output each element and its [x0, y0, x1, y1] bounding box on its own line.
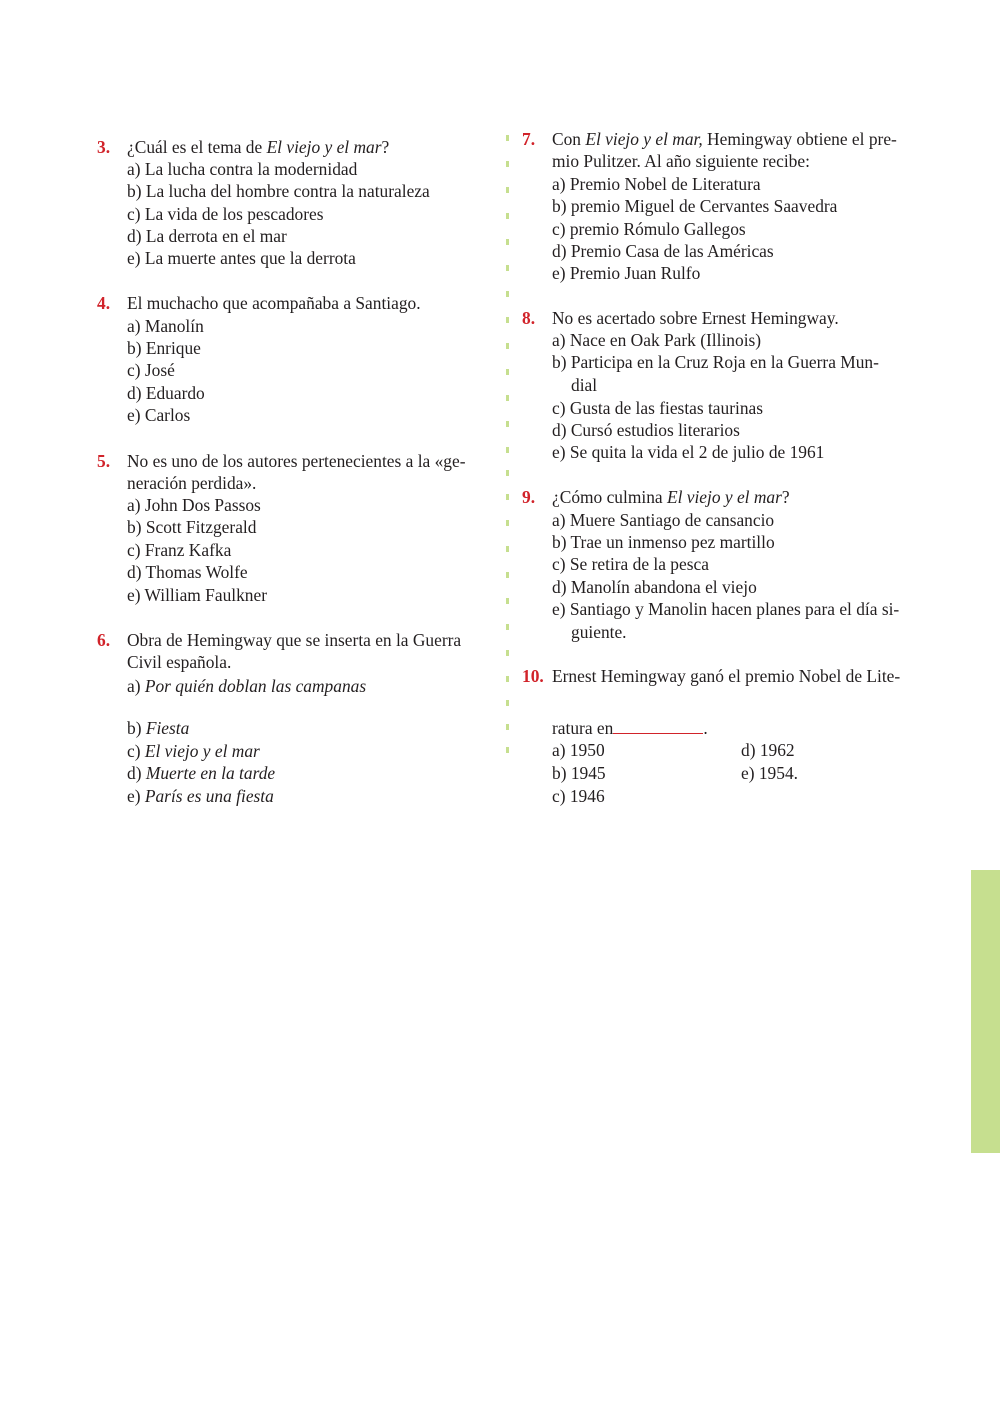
option-e[interactable]: e) Premio Juan Rulfo	[552, 263, 701, 283]
divider-dot	[506, 747, 509, 753]
divider-dot	[506, 213, 509, 219]
divider-dot	[506, 161, 509, 167]
option-c[interactable]: c) José	[127, 360, 175, 380]
divider-dot	[506, 650, 509, 656]
option-b[interactable]: b) Scott Fitzgerald	[127, 517, 257, 537]
divider-dot	[506, 598, 509, 604]
option-c[interactable]: c) Gusta de las fiestas taurinas	[552, 398, 764, 418]
option-c[interactable]: c) El viejo y el mar	[127, 741, 260, 761]
question-stem-line2: ratura en .	[552, 718, 708, 738]
option-e-continued[interactable]: guiente.	[571, 622, 627, 642]
divider-dot	[506, 520, 509, 526]
question-number: 5.	[97, 451, 111, 471]
divider-dot	[506, 447, 509, 453]
divider-dot	[506, 724, 509, 730]
option-e[interactable]: e) París es una fiesta	[127, 786, 274, 806]
option-e[interactable]: e) Carlos	[127, 405, 191, 425]
book-title: El viejo y el mar	[266, 137, 382, 157]
option-d[interactable]: d) Manolín abandona el viejo	[552, 577, 757, 597]
divider-dot	[506, 239, 509, 245]
option-a[interactable]: a) John Dos Passos	[127, 495, 261, 515]
divider-dot	[506, 187, 509, 193]
question-stem-line2: neración perdida».	[127, 473, 257, 493]
divider-dot	[506, 265, 509, 271]
option-b-continued[interactable]: dial	[571, 375, 598, 395]
option-e[interactable]: e) Se quita la vida el 2 de julio de 1961	[552, 442, 825, 462]
question-stem-line2: Civil española.	[127, 652, 232, 672]
option-e[interactable]: e) 1954.	[741, 763, 798, 783]
option-a[interactable]: a) La lucha contra la modernidad	[127, 159, 358, 179]
question-stem-line1: Obra de Hemingway que se inserta en la Guerra	[127, 630, 462, 650]
question-number: 9.	[522, 487, 536, 507]
option-d[interactable]: d) La derrota en el mar	[127, 226, 287, 246]
divider-dot	[506, 317, 509, 323]
divider-dot	[506, 676, 509, 682]
question-stem-line2: mio Pulitzer. Al año siguiente recibe:	[552, 151, 810, 171]
option-d[interactable]: d) Thomas Wolfe	[127, 562, 248, 582]
option-b[interactable]: b) Trae un inmenso pez martillo	[552, 532, 775, 552]
option-d[interactable]: d) Premio Casa de las Américas	[552, 241, 774, 261]
option-a[interactable]: a) Manolín	[127, 316, 204, 336]
divider-dot	[506, 343, 509, 349]
option-e[interactable]: e) William Faulkner	[127, 585, 267, 605]
option-b[interactable]: b) La lucha del hombre contra la naturaleza	[127, 181, 430, 201]
divider-dot	[506, 494, 509, 500]
question-stem: No es acertado sobre Ernest Hemingway.	[552, 308, 839, 328]
question-number: 7.	[522, 129, 536, 149]
page-edge-tab	[971, 870, 1000, 1153]
option-a[interactable]: a) Nace en Oak Park (Illinois)	[552, 330, 762, 350]
answer-blank[interactable]	[613, 719, 703, 734]
option-d[interactable]: d) Eduardo	[127, 383, 205, 403]
option-c[interactable]: c) 1946	[552, 786, 605, 806]
question-stem: ¿Cómo culmina El viejo y el mar?	[552, 487, 790, 507]
option-b[interactable]: b) premio Miguel de Cervantes Saavedra	[552, 196, 838, 216]
question-stem-line1: Ernest Hemingway ganó el premio Nobel de Lite-	[552, 666, 901, 686]
option-c[interactable]: c) Franz Kafka	[127, 540, 232, 560]
question-stem-line1: No es uno de los autores pertenecientes a la «ge-	[127, 451, 466, 471]
option-a[interactable]: a) Por quién doblan las campanas	[127, 676, 367, 696]
divider-dot	[506, 421, 509, 427]
question-stem: ¿Cuál es el tema de El viejo y el mar?	[127, 137, 390, 157]
option-b[interactable]: b) Participa en la Cruz Roja en la Guerra Mun-	[552, 352, 879, 372]
divider-dot	[506, 572, 509, 578]
book-title: El viejo y el mar	[666, 487, 782, 507]
divider-dot	[506, 291, 509, 297]
option-b[interactable]: b) Enrique	[127, 338, 201, 358]
divider-dot	[506, 700, 509, 706]
option-a[interactable]: a) Premio Nobel de Literatura	[552, 174, 761, 194]
option-c[interactable]: c) La vida de los pescadores	[127, 204, 324, 224]
option-d[interactable]: d) Cursó estudios literarios	[552, 420, 740, 440]
divider-dot	[506, 546, 509, 552]
option-a[interactable]: a) 1950	[552, 740, 605, 760]
divider-dot	[506, 395, 509, 401]
book-title: El viejo y el mar,	[585, 129, 703, 149]
question-number: 10.	[522, 666, 544, 686]
option-e[interactable]: e) La muerte antes que la derrota	[127, 248, 356, 268]
option-a[interactable]: a) Muere Santiago de cansancio	[552, 510, 775, 530]
option-e[interactable]: e) Santiago y Manolin hacen planes para el día si-	[552, 599, 900, 619]
divider-dot	[506, 135, 509, 141]
option-b[interactable]: b) 1945	[552, 763, 606, 783]
question-number: 3.	[97, 137, 111, 157]
option-d[interactable]: d) Muerte en la tarde	[127, 763, 276, 783]
question-number: 6.	[97, 630, 111, 650]
option-c[interactable]: c) Se retira de la pesca	[552, 554, 709, 574]
question-stem-line1: Con El viejo y el mar, Hemingway obtiene el pre-	[552, 129, 897, 149]
option-d[interactable]: d) 1962	[741, 740, 795, 760]
divider-dot	[506, 624, 509, 630]
question-stem: El muchacho que acompañaba a Santiago.	[127, 293, 421, 313]
option-b[interactable]: b) Fiesta	[127, 718, 190, 738]
question-number: 8.	[522, 308, 536, 328]
option-c[interactable]: c) premio Rómulo Gallegos	[552, 219, 746, 239]
divider-dot	[506, 369, 509, 375]
divider-dot	[506, 470, 509, 476]
question-number: 4.	[97, 293, 111, 313]
